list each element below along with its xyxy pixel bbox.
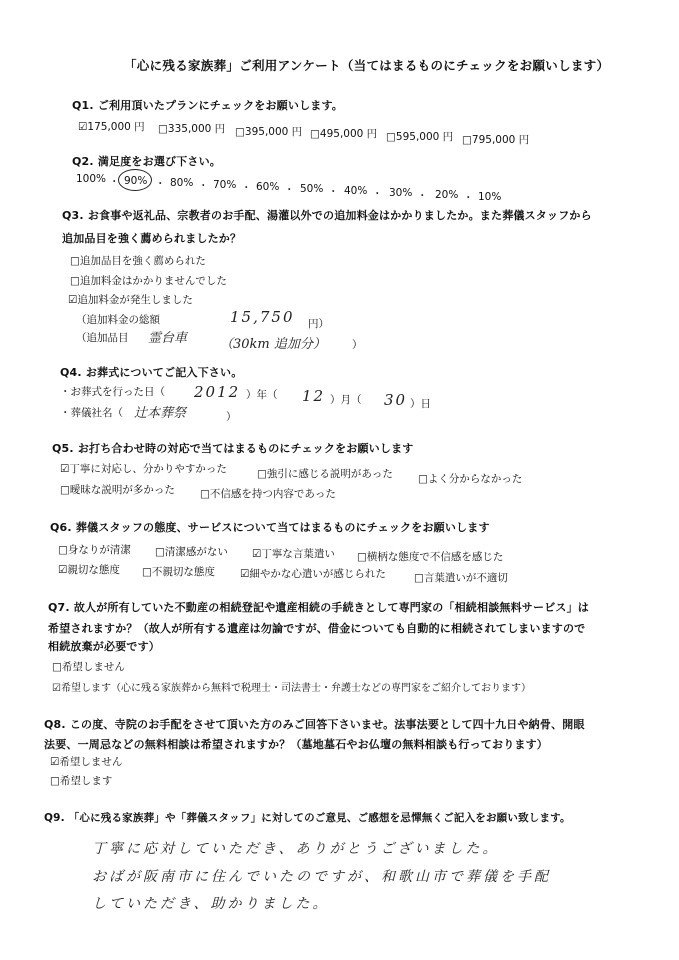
q6-option-kind[interactable]: ☑親切な態度	[58, 564, 120, 576]
q9-answer-line3[interactable]: していただき、助かりました。	[92, 896, 330, 912]
q4-company-label: ・葬儀社名（	[60, 407, 123, 419]
q2-option-100[interactable]: 100%	[76, 173, 107, 185]
q1-option-395000[interactable]: □395,000 円	[235, 126, 303, 138]
q2-option-60[interactable]: 60%	[256, 181, 280, 193]
q5-option-vague[interactable]: □曖昧な説明が多かった	[60, 484, 175, 496]
q4-year-value[interactable]: 2012	[194, 383, 241, 401]
q9-answer-line1[interactable]: 丁寧に応対していただき、ありがとうございました。	[92, 841, 500, 857]
q5-label: Q5. お打ち合わせ時の対応で当てはまるものにチェックをお願いします	[52, 442, 414, 455]
q3-label-line2: 追加品目を強く薦められましたか？	[62, 232, 242, 245]
q3-option-pushed[interactable]: □追加品目を強く薦められた	[70, 255, 206, 267]
q5-option-polite[interactable]: ☑丁寧に対応し、分かりやすかった	[60, 463, 227, 475]
q7-option-yes[interactable]: ☑希望します（心に残る家族葬から無料で税理士・司法書士・弁護士などの専門家をご紹介しております）	[52, 683, 531, 694]
q7-option-no[interactable]: □希望しません	[52, 661, 125, 673]
q9-label: Q9. 「心に残る家族葬」や「葬儀スタッフ」に対してのご意見、ご感想を忌憚無くご記入をお願い致します。	[44, 812, 571, 824]
q2-sep: ・	[284, 184, 295, 196]
q6-option-bad-language[interactable]: □言葉遣いが不適切	[414, 572, 508, 584]
q9-answer-line2[interactable]: おばが阪南市に住んでいたのですが、和歌山市で葬儀を手配	[92, 869, 551, 885]
q6-option-unclean[interactable]: □清潔感がない	[155, 546, 228, 558]
q3-option-extra-charged[interactable]: ☑追加料金が発生しました	[68, 294, 193, 306]
q1-option-795000[interactable]: □795,000 円	[462, 134, 530, 146]
q2-sep: ・	[372, 188, 383, 200]
q3-item-close: ）	[352, 339, 363, 351]
q5-option-unclear[interactable]: □よく分からなかった	[418, 473, 523, 485]
q6-option-unkind[interactable]: □不親切な態度	[142, 566, 215, 578]
q1-option-335000[interactable]: □335,000 円	[158, 123, 226, 135]
selection-circle	[118, 169, 152, 191]
q4-company-value[interactable]: 辻本葬祭	[134, 406, 187, 421]
q3-item-value-detail[interactable]: （30km 追加分）	[220, 337, 326, 352]
q8-option-no[interactable]: ☑希望しません	[50, 756, 123, 768]
q2-sep: ・	[417, 190, 428, 202]
q2-sep: ・	[463, 192, 474, 204]
q2-sep: ・	[198, 180, 209, 192]
q3-label-line1: Q3. お食事や返礼品、宗教者のお手配、湯灌以外での追加料金はかかりましたか。また葬儀スタッフから	[62, 209, 592, 222]
q4-month-value[interactable]: 12	[302, 387, 326, 405]
q4-date-label: ・お葬式を行った日（	[60, 386, 165, 398]
q6-option-attentive[interactable]: ☑細やかな心遣いが感じられた	[240, 568, 386, 580]
q8-label-line2: 法要、一周忌などの無料相談は希望されますか？（墓地墓石やお仏壇の無料相談も行っております）	[44, 738, 548, 751]
q3-total-value[interactable]: 15,750	[230, 308, 295, 326]
q5-option-distrust[interactable]: □不信感を持つ内容であった	[200, 488, 336, 500]
q3-item-label: （追加品目	[76, 332, 129, 344]
q2-sep: ・	[241, 182, 252, 194]
q8-option-yes[interactable]: □希望します	[50, 775, 113, 787]
q1-label: Q1. ご利用頂いたプランにチェックをお願いします。	[72, 99, 344, 112]
q4-company-close: ）	[226, 411, 237, 423]
q2-label: Q2. 満足度をお選び下さい。	[72, 155, 222, 168]
q2-sep: ・	[155, 178, 166, 190]
q4-month-unit: ）月（	[330, 394, 362, 406]
q8-label-line1: Q8. この度、寺院のお手配をさせて頂いた方のみご回答下さいませ。法事法要として四十九日や納骨、開眼	[44, 718, 585, 731]
q7-label-line1: Q7. 故人が所有していた不動産の相続登記や遺産相続の手続きとして専門家の「相続相談無料サービス」は	[48, 601, 590, 614]
q4-day-unit: ）日	[410, 398, 431, 410]
q7-label-line3: 相続放棄が必要です）	[48, 640, 160, 653]
q6-option-arrogant[interactable]: □横柄な態度で不信感を感じた	[357, 551, 504, 563]
page-title: 「心に残る家族葬」ご利用アンケート（当てはまるものにチェックをお願いします）	[124, 58, 610, 73]
q2-option-80[interactable]: 80%	[170, 177, 194, 189]
q2-option-30[interactable]: 30%	[389, 187, 413, 199]
q4-day-value[interactable]: 30	[384, 391, 408, 409]
q4-year-unit: ）年（	[246, 389, 278, 401]
q2-option-90[interactable]: 90%	[124, 175, 148, 187]
q2-sep: ・	[328, 186, 339, 198]
q2-option-10[interactable]: 10%	[478, 191, 502, 203]
q1-option-175000[interactable]: ☑175,000 円	[78, 121, 145, 133]
q1-option-595000[interactable]: □595,000 円	[386, 131, 454, 143]
q2-option-20[interactable]: 20%	[435, 189, 459, 201]
q3-total-unit: 円）	[308, 318, 329, 330]
q3-option-no-extra[interactable]: □追加料金はかかりませんでした	[70, 275, 227, 287]
q2-option-70[interactable]: 70%	[213, 179, 237, 191]
q2-sep: ・	[109, 176, 120, 188]
q4-label: Q4. お葬式についてご記入下さい。	[60, 366, 243, 379]
q7-label-line2: 希望されますか？（故人が所有する遺産は勿論ですが、借金についても自動的に相続されてしまいますので	[48, 622, 586, 635]
q1-option-495000[interactable]: □495,000 円	[310, 128, 378, 140]
q2-option-40[interactable]: 40%	[344, 185, 368, 197]
q3-total-label: （追加料金の総額	[76, 314, 160, 326]
q6-label: Q6. 葬儀スタッフの態度、サービスについて当てはまるものにチェックをお願いします	[50, 521, 490, 534]
q6-option-polite-words[interactable]: ☑丁寧な言葉遣い	[252, 548, 335, 560]
q6-option-clean[interactable]: □身なりが清潔	[58, 544, 131, 556]
q5-option-pushy[interactable]: □強引に感じる説明があった	[257, 468, 393, 480]
q2-option-50[interactable]: 50%	[300, 183, 324, 195]
q3-item-value[interactable]: 霊台車	[148, 331, 188, 346]
